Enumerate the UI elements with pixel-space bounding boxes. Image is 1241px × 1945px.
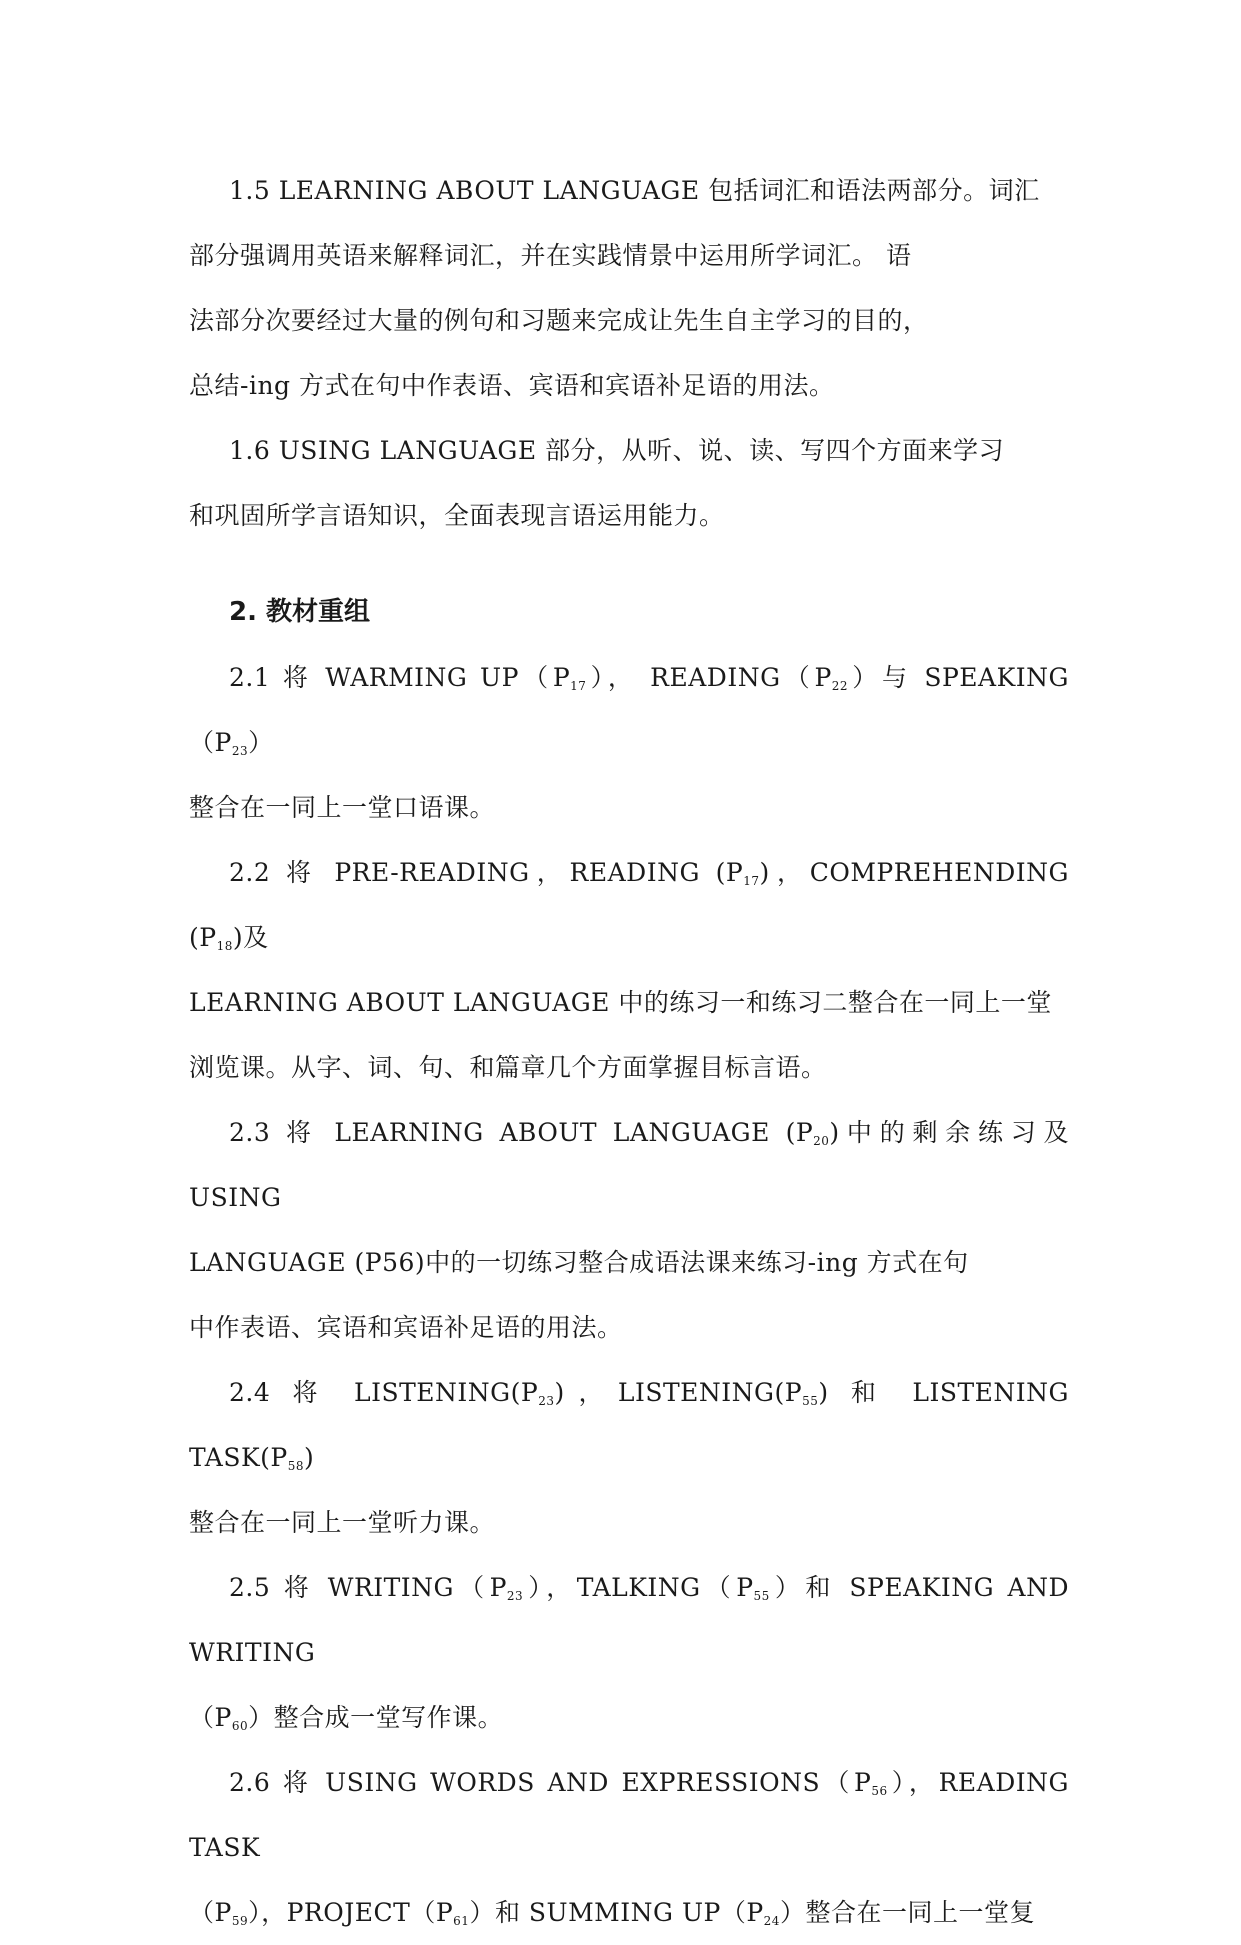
text-line: 整合在一同上一堂口语课。	[189, 793, 496, 822]
page-subscript: 24	[763, 1914, 780, 1928]
page-subscript: 18	[216, 939, 233, 953]
paragraph-2-4	[189, 1360, 1069, 1555]
text-run: ) 和 LISTENING TASK(P	[189, 1378, 1069, 1472]
text-run: )及	[232, 923, 269, 952]
page-subscript: 59	[231, 1914, 249, 1928]
paragraph-2-2	[189, 840, 1069, 1100]
text-run: ）	[248, 728, 274, 757]
page-subscript: 23	[538, 1394, 555, 1408]
text-run: （P	[189, 1703, 232, 1732]
text-run: （P	[189, 1898, 232, 1927]
text-run: 2.4 将 LISTENING(P	[229, 1378, 539, 1407]
text-line: 法部分次要经过大量的例句和习题来完成让先生自主学习的目的，	[189, 306, 929, 335]
text-run: ）和 SPEAKING AND WRITING	[189, 1573, 1069, 1667]
paragraph-2-5	[189, 1555, 1069, 1750]
text-line: 中作表语、宾语和宾语补足语的用法。	[189, 1313, 623, 1342]
text-line: 整合在一同上一堂听力课。	[189, 1508, 496, 1537]
page-subscript: 56	[871, 1784, 888, 1798]
paragraph-1-5	[189, 158, 1069, 418]
text-run: ）与 SPEAKING（P	[189, 663, 1069, 757]
text-run: ）， READING（P	[586, 663, 832, 692]
text-run: ）整合成一堂写作课。	[248, 1703, 504, 1732]
paragraph-1-6	[189, 418, 1069, 548]
section-heading: 2. 教材重组	[229, 597, 371, 627]
text-run: 2.1 将 WARMING UP（P	[229, 663, 571, 692]
text-run: )	[304, 1443, 315, 1472]
text-run: )，COMPREHENDING (P	[189, 858, 1070, 952]
text-run: 2.3 将 LEARNING ABOUT LANGUAGE (P	[229, 1118, 814, 1147]
text-line: LEARNING ABOUT LANGUAGE 中的练习一和练习二整合在一同上一堂	[189, 988, 1052, 1017]
page-subscript: 22	[831, 679, 849, 693]
text-line: 和巩固所学言语知识，全面表现言语运用能力。	[189, 501, 725, 530]
text-line: 总结-ing 方式在句中作表语、宾语和宾语补足语的用法。	[189, 371, 835, 400]
text-line: 1.6 USING LANGUAGE 部分，从听、说、读、写四个方面来学习	[229, 436, 1005, 465]
page-subscript: 23	[506, 1589, 524, 1603]
text-run: 2.5 将 WRITING（P	[229, 1573, 507, 1602]
paragraph-2-1	[189, 645, 1069, 840]
page-subscript: 17	[743, 874, 760, 888]
page-subscript: 17	[570, 679, 587, 693]
text-run: )中的剩余练习及 USING	[189, 1118, 1069, 1212]
text-run: ）整合在一同上一堂复	[779, 1898, 1035, 1927]
text-line: LANGUAGE (P56)中的一切练习整合成语法课来练习-ing 方式在句	[189, 1248, 969, 1277]
page-subscript: 55	[753, 1589, 770, 1603]
text-run: ）和 SUMMING UP（P	[469, 1898, 764, 1927]
text-line: 部分强调用英语来解释词汇，并在实践情景中运用所学词汇。 语	[189, 241, 912, 270]
text-run: ），PROJECT（P	[248, 1898, 454, 1927]
page-subscript: 58	[287, 1459, 305, 1473]
text-run: ），READING TASK	[189, 1768, 1069, 1862]
text-run: ），TALKING（P	[523, 1573, 754, 1602]
text-run: 2.2 将 PRE-READING，READING (P	[229, 858, 744, 887]
paragraph-2-3	[189, 1100, 1069, 1360]
document-body	[189, 158, 1069, 1945]
page-subscript: 61	[453, 1914, 470, 1928]
paragraph-2-6	[189, 1750, 1069, 1945]
text-run: 2.6 将 USING WORDS AND EXPRESSIONS（P	[229, 1768, 872, 1797]
text-line: 1.5 LEARNING ABOUT LANGUAGE 包括词汇和语法两部分。词汇	[229, 176, 1040, 205]
page-subscript: 55	[802, 1394, 819, 1408]
text-line: 浏览课。从字、词、句、和篇章几个方面掌握目标言语。	[189, 1053, 827, 1082]
page-subscript: 20	[813, 1134, 830, 1148]
page-subscript: 23	[231, 744, 249, 758]
page-subscript: 60	[231, 1719, 249, 1733]
text-run: )，LISTENING(P	[554, 1378, 803, 1407]
